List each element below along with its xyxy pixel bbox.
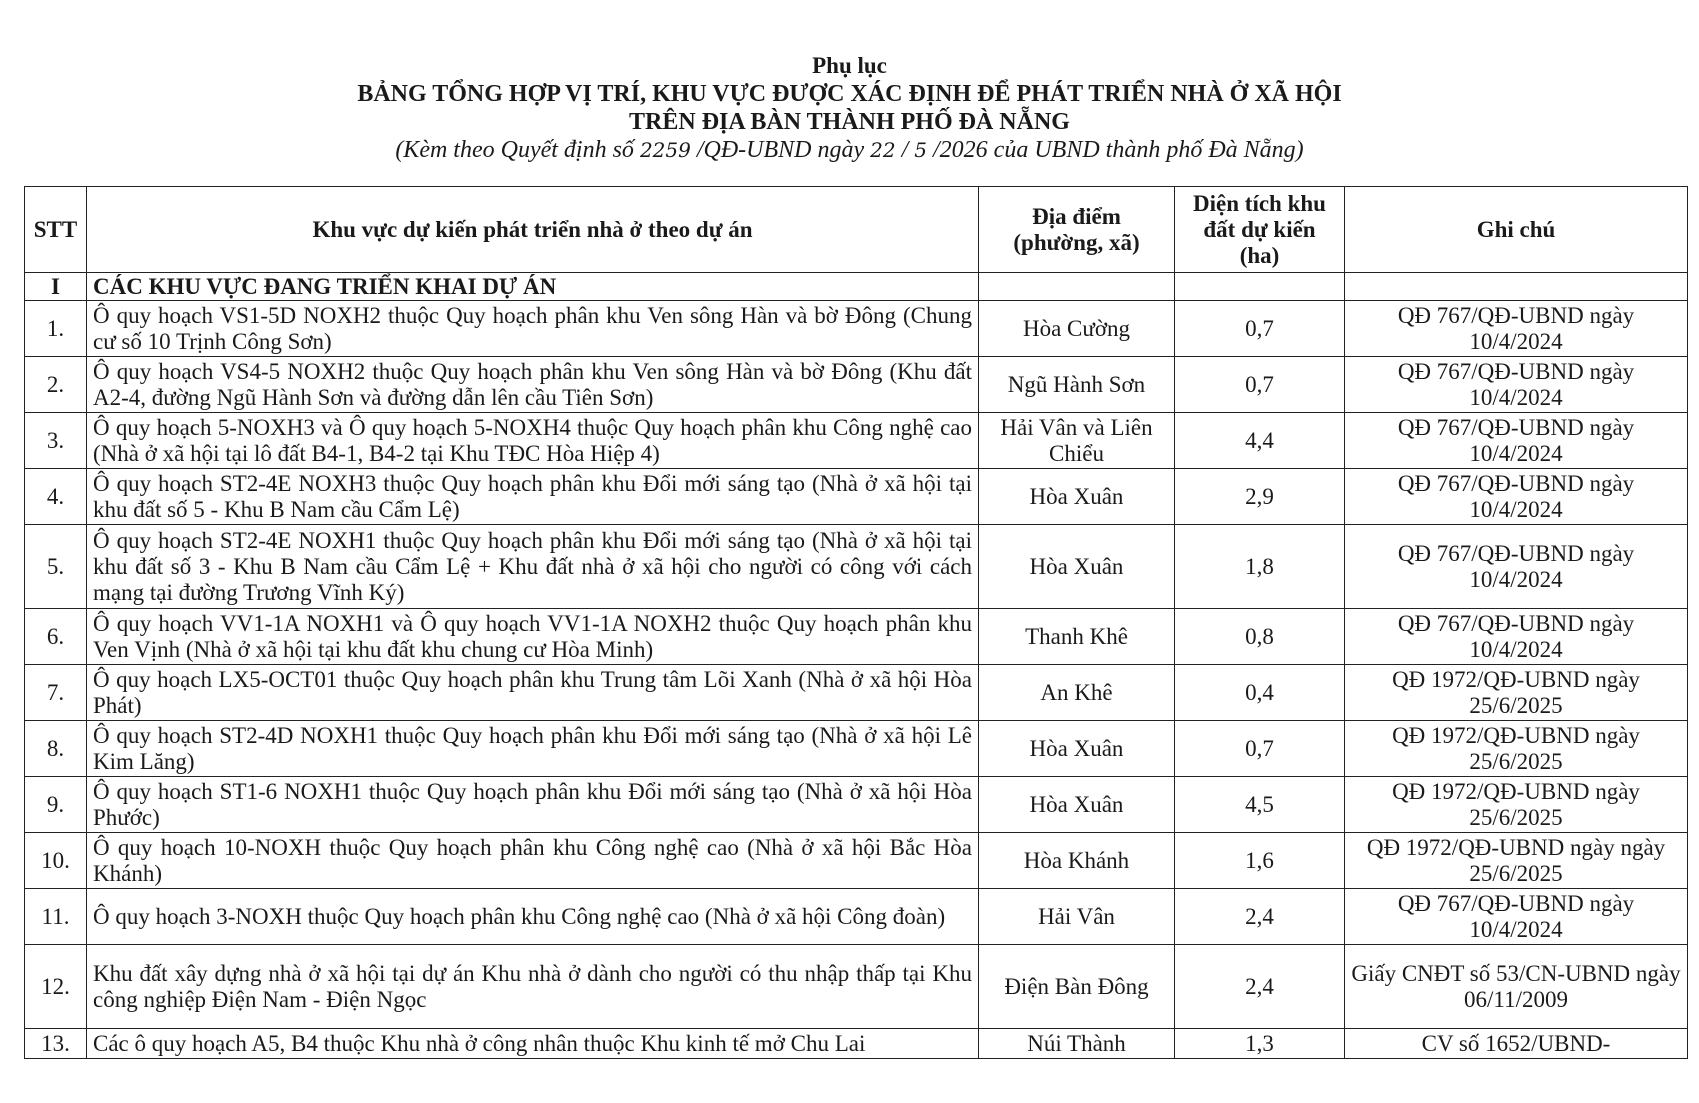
row-stt: 13. bbox=[25, 1029, 87, 1059]
row-stt: 8. bbox=[25, 721, 87, 777]
document-title-line1: BẢNG TỔNG HỢP VỊ TRÍ, KHU VỰC ĐƯỢC XÁC ĐỊNH ĐỂ PHÁT TRIỂN NHÀ Ở XÃ HỘI bbox=[357, 81, 1342, 107]
row-location: Hòa Khánh bbox=[979, 833, 1175, 889]
empty-cell bbox=[979, 273, 1175, 301]
row-stt: 5. bbox=[25, 525, 87, 609]
table-row bbox=[25, 665, 1688, 721]
row-area: Ô quy hoạch ST2-4E NOXH3 thuộc Quy hoạch phân khu Đổi mới sáng tạo (Nhà ở xã hội tại khu đất số 5 - Khu B Nam cầu Cẩm Lệ) bbox=[87, 469, 979, 525]
row-location: Núi Thành bbox=[979, 1029, 1175, 1059]
row-location: Hòa Xuân bbox=[979, 469, 1175, 525]
row-size: 2,4 bbox=[1175, 945, 1345, 1029]
row-note: QĐ 1972/QĐ-UBND ngày ngày 25/6/2025 bbox=[1345, 833, 1688, 889]
table-header-row bbox=[25, 187, 1688, 273]
table-row bbox=[25, 525, 1688, 609]
row-stt: 11. bbox=[25, 889, 87, 945]
row-stt: 1. bbox=[25, 301, 87, 357]
empty-cell bbox=[1175, 273, 1345, 301]
row-location: Điện Bàn Đông bbox=[979, 945, 1175, 1029]
section-title: CÁC KHU VỰC ĐANG TRIỂN KHAI DỰ ÁN bbox=[87, 273, 979, 301]
row-note: CV số 1652/UBND- bbox=[1345, 1029, 1688, 1059]
row-area: Ô quy hoạch VS4-5 NOXH2 thuộc Quy hoạch phân khu Ven sông Hàn và bờ Đông (Khu đất A2-4, đường Ngũ Hành Sơn và đường dẫn lên cầu Tiên Sơn) bbox=[87, 357, 979, 413]
row-location: Hải Vân bbox=[979, 889, 1175, 945]
row-location: Hải Vân và Liên Chiểu bbox=[979, 413, 1175, 469]
row-note: QĐ 767/QĐ-UBND ngày 10/4/2024 bbox=[1345, 889, 1688, 945]
row-area: Ô quy hoạch LX5-OCT01 thuộc Quy hoạch phân khu Trung tâm Lõi Xanh (Nhà ở xã hội Hòa Phát) bbox=[87, 665, 979, 721]
row-stt: 3. bbox=[25, 413, 87, 469]
subtitle-mid1: /QĐ-UBND ngày bbox=[690, 137, 871, 163]
row-size: 2,9 bbox=[1175, 469, 1345, 525]
row-size: 4,5 bbox=[1175, 777, 1345, 833]
row-area: Ô quy hoạch ST2-4D NOXH1 thuộc Quy hoạch phân khu Đổi mới sáng tạo (Nhà ở xã hội Lê Kim Lăng) bbox=[87, 721, 979, 777]
row-area: Ô quy hoạch VS1-5D NOXH2 thuộc Quy hoạch phân khu Ven sông Hàn và bờ Đông (Chung cư số 10 Trịnh Công Sơn) bbox=[87, 301, 979, 357]
row-size: 1,6 bbox=[1175, 833, 1345, 889]
table-row bbox=[25, 721, 1688, 777]
row-stt: 6. bbox=[25, 609, 87, 665]
subtitle-prefix: (Kèm theo Quyết định số bbox=[395, 137, 640, 163]
table-row bbox=[25, 413, 1688, 469]
row-location: Thanh Khê bbox=[979, 609, 1175, 665]
row-location: Hòa Xuân bbox=[979, 525, 1175, 609]
document-header bbox=[0, 52, 1699, 164]
row-size: 2,4 bbox=[1175, 889, 1345, 945]
row-note: QĐ 767/QĐ-UBND ngày 10/4/2024 bbox=[1345, 609, 1688, 665]
row-note: QĐ 767/QĐ-UBND ngày 10/4/2024 bbox=[1345, 469, 1688, 525]
section-number: I bbox=[25, 273, 87, 301]
row-location: An Khê bbox=[979, 665, 1175, 721]
decision-month: 5 bbox=[914, 138, 928, 162]
row-note: QĐ 767/QĐ-UBND ngày 10/4/2024 bbox=[1345, 301, 1688, 357]
row-stt: 7. bbox=[25, 665, 87, 721]
row-stt: 2. bbox=[25, 357, 87, 413]
row-area: Ô quy hoạch VV1-1A NOXH1 và Ô quy hoạch VV1-1A NOXH2 thuộc Quy hoạch phân khu Ven Vịnh (Nhà ở xã hội tại khu đất khu chung cư Hòa Minh) bbox=[87, 609, 979, 665]
row-location: Ngũ Hành Sơn bbox=[979, 357, 1175, 413]
table-row bbox=[25, 945, 1688, 1029]
row-note: QĐ 767/QĐ-UBND ngày 10/4/2024 bbox=[1345, 525, 1688, 609]
row-note: QĐ 767/QĐ-UBND ngày 10/4/2024 bbox=[1345, 357, 1688, 413]
row-location: Hòa Xuân bbox=[979, 777, 1175, 833]
document-subtitle bbox=[0, 136, 1699, 164]
row-size: 0,4 bbox=[1175, 665, 1345, 721]
row-size: 0,7 bbox=[1175, 301, 1345, 357]
row-area: Ô quy hoạch ST2-4E NOXH1 thuộc Quy hoạch phân khu Đổi mới sáng tạo (Nhà ở xã hội tại khu đất số 3 - Khu B Nam cầu Cẩm Lệ + Khu đất nhà ở xã hội cho người có công với cách mạng tại đường Trương Vĩnh Ký) bbox=[87, 525, 979, 609]
table-row bbox=[25, 357, 1688, 413]
row-stt: 10. bbox=[25, 833, 87, 889]
row-stt: 9. bbox=[25, 777, 87, 833]
row-size: 4,4 bbox=[1175, 413, 1345, 469]
row-area: Ô quy hoạch ST1-6 NOXH1 thuộc Quy hoạch phân khu Đổi mới sáng tạo (Nhà ở xã hội Hòa Phước) bbox=[87, 777, 979, 833]
col-header-note: Ghi chú bbox=[1345, 187, 1688, 273]
row-area: Ô quy hoạch 10-NOXH thuộc Quy hoạch phân khu Công nghệ cao (Nhà ở xã hội Bắc Hòa Khánh) bbox=[87, 833, 979, 889]
table-row bbox=[25, 777, 1688, 833]
row-size: 0,7 bbox=[1175, 357, 1345, 413]
decision-day: 22 bbox=[870, 138, 896, 162]
row-note: QĐ 767/QĐ-UBND ngày 10/4/2024 bbox=[1345, 413, 1688, 469]
table-row bbox=[25, 889, 1688, 945]
row-note: QĐ 1972/QĐ-UBND ngày 25/6/2025 bbox=[1345, 721, 1688, 777]
empty-cell bbox=[1345, 273, 1688, 301]
row-size: 0,7 bbox=[1175, 721, 1345, 777]
row-stt: 4. bbox=[25, 469, 87, 525]
row-area: Ô quy hoạch 3-NOXH thuộc Quy hoạch phân khu Công nghệ cao (Nhà ở xã hội Công đoàn) bbox=[87, 889, 979, 945]
document-title-line2: TRÊN ĐỊA BÀN THÀNH PHỐ ĐÀ NẴNG bbox=[629, 109, 1070, 135]
row-area: Ô quy hoạch 5-NOXH3 và Ô quy hoạch 5-NOXH4 thuộc Quy hoạch phân khu Công nghệ cao (Nhà ở xã hội tại lô đất B4-1, B4-2 tại Khu TĐC Hòa Hiệp 4) bbox=[87, 413, 979, 469]
row-note: QĐ 1972/QĐ-UBND ngày 25/6/2025 bbox=[1345, 665, 1688, 721]
table-row bbox=[25, 1029, 1688, 1059]
decision-number: 2259 bbox=[639, 138, 691, 162]
row-size: 0,8 bbox=[1175, 609, 1345, 665]
row-size: 1,3 bbox=[1175, 1029, 1345, 1059]
housing-table bbox=[24, 186, 1688, 1059]
table-row bbox=[25, 469, 1688, 525]
row-stt: 12. bbox=[25, 945, 87, 1029]
row-area: Khu đất xây dựng nhà ở xã hội tại dự án Khu nhà ở dành cho người có thu nhập thấp tại Khu công nghiệp Điện Nam - Điện Ngọc bbox=[87, 945, 979, 1029]
row-note: Giấy CNĐT số 53/CN-UBND ngày 06/11/2009 bbox=[1345, 945, 1688, 1029]
subtitle-suffix: /2026 của UBND thành phố Đà Nẵng) bbox=[927, 137, 1304, 163]
table-row bbox=[25, 301, 1688, 357]
table-row bbox=[25, 833, 1688, 889]
section-row bbox=[25, 273, 1688, 301]
row-location: Hòa Cường bbox=[979, 301, 1175, 357]
col-header-location: Địa điểm (phường, xã) bbox=[979, 187, 1175, 273]
subtitle-mid2: / bbox=[895, 137, 915, 163]
col-header-stt: STT bbox=[25, 187, 87, 273]
col-header-area: Khu vực dự kiến phát triển nhà ở theo dự án bbox=[87, 187, 979, 273]
row-area: Các ô quy hoạch A5, B4 thuộc Khu nhà ở công nhân thuộc Khu kinh tế mở Chu Lai bbox=[87, 1029, 979, 1059]
row-note: QĐ 1972/QĐ-UBND ngày 25/6/2025 bbox=[1345, 777, 1688, 833]
col-header-size: Diện tích khu đất dự kiến (ha) bbox=[1175, 187, 1345, 273]
table-row bbox=[25, 609, 1688, 665]
row-location: Hòa Xuân bbox=[979, 721, 1175, 777]
row-size: 1,8 bbox=[1175, 525, 1345, 609]
appendix-label: Phụ lục bbox=[812, 53, 887, 78]
